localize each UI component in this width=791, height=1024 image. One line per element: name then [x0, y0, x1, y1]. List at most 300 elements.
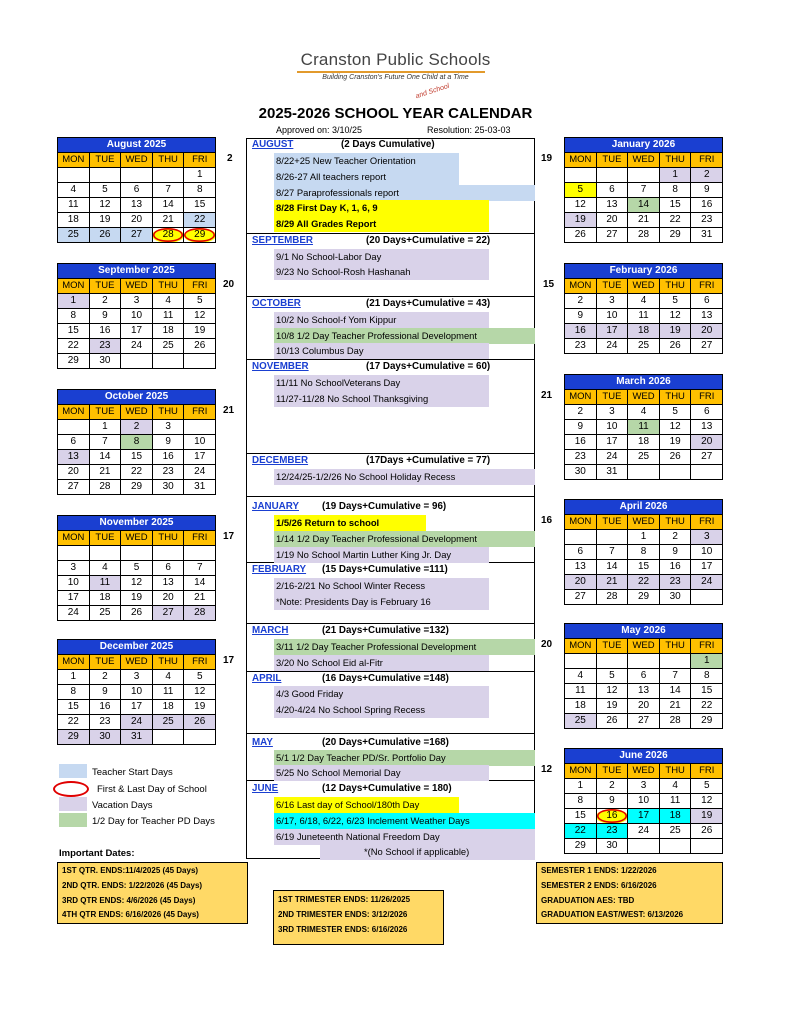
weekday-header: TUE	[596, 639, 628, 654]
calendar-day: 21	[659, 699, 691, 714]
event: 1/19 No School Martin Luther King Jr. Day	[274, 547, 489, 563]
calendar-day: 4	[659, 779, 691, 794]
calendar-day: 9	[565, 309, 597, 324]
calendar-day: 15	[58, 700, 90, 715]
calendar-day: 1	[58, 670, 90, 685]
weekday-header: MON	[565, 515, 597, 530]
event: 10/8 1/2 Day Teacher Professional Development	[274, 328, 535, 344]
legend-swatch-vacation	[59, 797, 87, 811]
event: 9/23 No School-Rosh Hashanah	[274, 264, 489, 280]
calendar-day: 16	[565, 435, 597, 450]
t1-end: 1ST TRIMESTER ENDS: 11/26/2025	[278, 895, 411, 904]
calendar-day: 17	[184, 450, 216, 465]
weekday-header: THU	[659, 390, 691, 405]
calendar-day: 15	[58, 324, 90, 339]
calendar-day: 25	[628, 339, 660, 354]
calendar-day: 19	[691, 809, 723, 824]
calendar-day: 12	[565, 198, 597, 213]
calendar-day: 16	[565, 324, 597, 339]
event: 5/25 No School Memorial Day	[274, 765, 489, 781]
calendar-day: 29	[628, 590, 660, 605]
calendar-day	[58, 546, 90, 561]
semester-dates-box	[536, 862, 723, 924]
school-days-count-sep: 20	[223, 279, 235, 290]
weekday-header: THU	[152, 655, 184, 670]
calendar-day: 16	[152, 450, 184, 465]
legend-first-last-day: First & Last Day of School	[97, 784, 207, 795]
calendar-day: 8	[58, 309, 90, 324]
schedule-header-september: SEPTEMBER (20 Days+Cumulative = 22)	[252, 235, 491, 246]
t3-end: 3RD TRIMESTER ENDS: 6/16/2026	[278, 925, 408, 934]
calendar-day: 29	[121, 480, 153, 495]
semester-2-end: SEMESTER 2 ENDS: 6/16/2026	[541, 881, 657, 890]
calendar-day: 4	[89, 561, 121, 576]
calendar-day: 5	[596, 669, 628, 684]
calendar-day	[152, 546, 184, 561]
calendar-day: 18	[152, 700, 184, 715]
school-days-count-nov: 17	[223, 531, 235, 542]
weekday-header: WED	[628, 764, 660, 779]
calendar-day: 14	[596, 560, 628, 575]
calendar-day: 3	[628, 779, 660, 794]
calendar-day: 1	[58, 294, 90, 309]
calendar-day: 20	[565, 575, 597, 590]
calendar-day: 16	[691, 198, 723, 213]
calendar-day: 7	[152, 183, 184, 198]
calendar-day: 15	[659, 198, 691, 213]
weekday-header: THU	[152, 153, 184, 168]
q1-end: 1ST QTR. ENDS:11/4/2025 (45 Days)	[62, 866, 199, 875]
weekday-header: TUE	[596, 764, 628, 779]
calendar-day: 8	[659, 183, 691, 198]
calendar-day: 20	[691, 324, 723, 339]
event: 11/11 No SchoolVeterans Day	[274, 375, 489, 391]
calendar-day	[628, 839, 660, 854]
calendar-day: 18	[628, 435, 660, 450]
schedule-header-march: MARCH (21 Days+Cumulative =132)	[252, 625, 449, 636]
calendar-day: 17	[121, 324, 153, 339]
calendar-day: 12	[659, 309, 691, 324]
calendar-day: 3	[596, 294, 628, 309]
calendar-feb	[564, 263, 723, 354]
calendar-day	[596, 530, 628, 545]
calendar-day: 31	[596, 465, 628, 480]
calendar-day: 28	[184, 606, 216, 621]
calendar-day: 29	[58, 354, 90, 369]
calendar-day: 20	[596, 213, 628, 228]
event: 2/16-2/21 No School Winter Recess	[274, 578, 489, 594]
calendar-day: 25	[58, 228, 90, 243]
calendar-day: 12	[89, 198, 121, 213]
calendar-day: 2	[89, 294, 121, 309]
calendar-day: 10	[121, 685, 153, 700]
calendar-day	[691, 839, 723, 854]
calendar-day: 23	[89, 339, 121, 354]
schedule-header-february: FEBRUARY (15 Days+Cumulative =111)	[252, 564, 448, 575]
legend-teacher-start: Teacher Start Days	[92, 767, 173, 778]
calendar-day: 5	[121, 561, 153, 576]
calendar-day: 27	[565, 590, 597, 605]
calendar-day: 21	[596, 575, 628, 590]
calendar-day: 8	[565, 794, 597, 809]
calendar-day: 27	[691, 450, 723, 465]
calendar-dec	[57, 639, 216, 745]
weekday-header: WED	[121, 279, 153, 294]
calendar-day	[565, 168, 597, 183]
calendar-day: 26	[691, 824, 723, 839]
calendar-day: 25	[565, 714, 597, 729]
calendar-day: 15	[121, 450, 153, 465]
event-last-day: 6/16 Last day of School/180th Day	[274, 797, 459, 813]
calendar-oct	[57, 389, 216, 495]
schedule-header-april: APRIL (16 Days+Cumulative =148)	[252, 673, 449, 684]
calendar-day: 21	[628, 213, 660, 228]
schedule-header-december: DECEMBER (17Days +Cumulative = 77)	[252, 455, 491, 466]
calendar-day: 22	[659, 213, 691, 228]
schedule-header-january: JANUARY (19 Days+Cumulative = 96)	[252, 501, 447, 512]
weekday-header: FRI	[691, 639, 723, 654]
calendar-day: 10	[628, 794, 660, 809]
weekday-header: THU	[152, 531, 184, 546]
calendar-day: 6	[691, 405, 723, 420]
calendar-day	[628, 168, 660, 183]
calendar-jun	[564, 748, 723, 854]
weekday-header: MON	[565, 639, 597, 654]
weekday-header: WED	[628, 279, 660, 294]
calendar-day: 1	[89, 420, 121, 435]
weekday-header: MON	[58, 531, 90, 546]
calendar-day: 26	[89, 228, 121, 243]
calendar-day: 5	[659, 294, 691, 309]
weekday-header: THU	[659, 279, 691, 294]
calendar-day: 20	[58, 465, 90, 480]
weekday-header: WED	[121, 531, 153, 546]
calendar-day: 19	[565, 213, 597, 228]
calendar-day: 10	[691, 545, 723, 560]
weekday-header: FRI	[184, 279, 216, 294]
calendar-day: 3	[152, 420, 184, 435]
calendar-day: 27	[596, 228, 628, 243]
legend-swatch-teacher-start	[59, 764, 87, 778]
calendar-day	[691, 465, 723, 480]
weekday-header: FRI	[691, 279, 723, 294]
calendar-day	[89, 546, 121, 561]
weekday-header: TUE	[596, 279, 628, 294]
calendar-day: 21	[152, 213, 184, 228]
calendar-month-title: January 2026	[565, 138, 723, 153]
calendar-day: 25	[89, 606, 121, 621]
logo-underline	[297, 71, 485, 73]
calendar-apr	[564, 499, 723, 605]
calendar-day: 2	[89, 670, 121, 685]
calendar-day: 7	[659, 669, 691, 684]
calendar-day: 18	[89, 591, 121, 606]
calendar-day: 6	[152, 561, 184, 576]
calendar-day: 30	[659, 590, 691, 605]
calendar-day	[121, 168, 153, 183]
calendar-day: 11	[628, 309, 660, 324]
calendar-day	[565, 654, 597, 669]
calendar-day: 22	[58, 715, 90, 730]
calendar-day: 26	[659, 339, 691, 354]
calendar-day: 17	[691, 560, 723, 575]
event: 3/11 1/2 Day Teacher Professional Development	[274, 639, 535, 655]
calendar-day: 7	[628, 183, 660, 198]
school-days-count-feb: 15	[543, 279, 555, 290]
calendar-day: 29	[565, 839, 597, 854]
calendar-jan	[564, 137, 723, 243]
weekday-header: WED	[121, 153, 153, 168]
calendar-day	[121, 354, 153, 369]
legend-pd: 1/2 Day for Teacher PD Days	[92, 816, 215, 827]
event: 1/14 1/2 Day Teacher Professional Development	[274, 531, 535, 547]
calendar-day	[152, 168, 184, 183]
weekday-header: WED	[628, 390, 660, 405]
calendar-day: 22	[565, 824, 597, 839]
calendar-day: 5	[691, 779, 723, 794]
calendar-day: 22	[121, 465, 153, 480]
calendar-day: 11	[565, 684, 597, 699]
calendar-month-title: October 2025	[58, 390, 216, 405]
q2-end: 2ND QTR. ENDS: 1/22/2026 (45 Days)	[62, 881, 203, 890]
calendar-day	[152, 354, 184, 369]
schedule-header-october: OCTOBER (21 Days+Cumulative = 43)	[252, 298, 491, 309]
calendar-day: 3	[121, 294, 153, 309]
page-title: 2025-2026 SCHOOL YEAR CALENDAR	[258, 105, 533, 122]
weekday-header: MON	[58, 405, 90, 420]
school-days-count-apr: 16	[541, 515, 553, 526]
semester-1-end: SEMESTER 1 ENDS: 1/22/2026	[541, 866, 657, 875]
legend-swatch-pd	[59, 813, 87, 827]
calendar-day: 13	[152, 576, 184, 591]
calendar-day: 27	[152, 606, 184, 621]
calendar-day: 23	[596, 824, 628, 839]
calendar-day: 28	[659, 714, 691, 729]
calendar-day: 2	[596, 779, 628, 794]
event: 12/24/25-1/2/26 No School Holiday Recess	[274, 469, 535, 485]
calendar-day: 14	[152, 198, 184, 213]
weekday-header: TUE	[596, 390, 628, 405]
calendar-day: 10	[596, 420, 628, 435]
calendar-day: 28	[628, 228, 660, 243]
calendar-day: 4	[628, 294, 660, 309]
calendar-month-title: April 2026	[565, 500, 723, 515]
calendar-day: 21	[184, 591, 216, 606]
calendar-day: 5	[89, 183, 121, 198]
calendar-day: 6	[596, 183, 628, 198]
calendar-day: 3	[691, 530, 723, 545]
district-logo-name: Cranston Public Schools	[300, 50, 491, 69]
schedule-header-november: NOVEMBER (17 Days+Cumulative = 60)	[252, 361, 491, 372]
calendar-sep	[57, 263, 216, 369]
event: 3/20 No School Eid al-Fitr	[274, 655, 489, 671]
calendar-day: 3	[121, 670, 153, 685]
calendar-day: 24	[121, 339, 153, 354]
calendar-day	[184, 546, 216, 561]
calendar-day: 22	[58, 339, 90, 354]
calendar-day: 3	[596, 405, 628, 420]
calendar-day: 23	[691, 213, 723, 228]
calendar-month-title: August 2025	[58, 138, 216, 153]
event: 8/22+25 New Teacher Orientation	[274, 153, 459, 169]
resolution-number: Resolution: 25-03-03	[427, 125, 511, 135]
calendar-day: 30	[596, 839, 628, 854]
schedule-header-june: JUNE (12 Days+Cumulative = 180)	[252, 783, 452, 794]
weekday-header: THU	[659, 515, 691, 530]
calendar-day: 30	[89, 730, 121, 745]
calendar-day: 23	[659, 575, 691, 590]
calendar-day: 12	[184, 309, 216, 324]
calendar-day: 30	[89, 354, 121, 369]
t2-end: 2ND TRIMESTER ENDS: 3/12/2026	[278, 910, 408, 919]
calendar-day: 8	[691, 669, 723, 684]
calendar-day: 13	[628, 684, 660, 699]
calendar-day: 4	[565, 669, 597, 684]
calendar-day	[659, 465, 691, 480]
weekday-header: WED	[121, 405, 153, 420]
weekday-header: FRI	[691, 153, 723, 168]
weekday-header: MON	[565, 764, 597, 779]
calendar-day: 6	[58, 435, 90, 450]
calendar-day	[628, 465, 660, 480]
event: 10/2 No School-f Yom Kippur	[274, 312, 489, 328]
calendar-day: 4	[152, 670, 184, 685]
calendar-day: 9	[659, 545, 691, 560]
calendar-day	[89, 168, 121, 183]
weekday-header: THU	[659, 639, 691, 654]
weekday-header: TUE	[89, 405, 121, 420]
calendar-day: 13	[58, 450, 90, 465]
calendar-day: 11	[58, 198, 90, 213]
calendar-day: 9	[89, 685, 121, 700]
calendar-day: 2	[121, 420, 153, 435]
quarter-dates-box	[57, 862, 248, 924]
calendar-day: 1	[659, 168, 691, 183]
calendar-day: 24	[596, 450, 628, 465]
calendar-day: 2	[691, 168, 723, 183]
weekday-header: FRI	[691, 390, 723, 405]
weekday-header: MON	[58, 153, 90, 168]
event: 9/1 No School-Labor Day	[274, 249, 489, 265]
calendar-day: 8	[121, 435, 153, 450]
graduation-aes: GRADUATION AES: TBD	[541, 896, 635, 905]
q4-end: 4TH QTR ENDS: 6/16/2026 (45 Days)	[62, 910, 199, 919]
schedule-header-may: MAY (20 Days+Cumulative =168)	[252, 737, 449, 748]
calendar-day	[121, 546, 153, 561]
calendar-day: 16	[89, 324, 121, 339]
calendar-day: 23	[89, 715, 121, 730]
weekday-header: FRI	[184, 531, 216, 546]
calendar-day: 5	[565, 183, 597, 198]
calendar-month-title: February 2026	[565, 264, 723, 279]
calendar-day	[596, 168, 628, 183]
weekday-header: MON	[58, 655, 90, 670]
weekday-header: TUE	[596, 515, 628, 530]
event: 5/1 1/2 Day Teacher PD/Sr. Portfolio Day	[274, 750, 535, 766]
calendar-day: 9	[89, 309, 121, 324]
school-days-count-may: 20	[541, 639, 553, 650]
event: 4/3 Good Friday	[274, 686, 489, 702]
weekday-header: MON	[58, 279, 90, 294]
calendar-day: 26	[596, 714, 628, 729]
calendar-day: 28	[89, 480, 121, 495]
calendar-day: 9	[152, 435, 184, 450]
weekday-header: FRI	[691, 764, 723, 779]
calendar-day: 12	[659, 420, 691, 435]
calendar-day: 14	[659, 684, 691, 699]
calendar-day: 15	[184, 198, 216, 213]
calendar-day: 16	[89, 700, 121, 715]
calendar-day: 13	[121, 198, 153, 213]
calendar-day: 24	[596, 339, 628, 354]
calendar-day	[152, 730, 184, 745]
calendar-day: 31	[691, 228, 723, 243]
calendar-day	[691, 590, 723, 605]
calendar-month-title: June 2026	[565, 749, 723, 764]
calendar-day: 26	[121, 606, 153, 621]
calendar-day: 18	[659, 809, 691, 824]
trimester-dates-box	[273, 890, 444, 945]
calendar-day: 19	[89, 213, 121, 228]
calendar-day: 20	[152, 591, 184, 606]
calendar-day: 9	[565, 420, 597, 435]
calendar-day: 14	[184, 576, 216, 591]
calendar-day: 27	[691, 339, 723, 354]
calendar-day: 28	[152, 228, 184, 243]
calendar-day	[184, 354, 216, 369]
calendar-day: 13	[691, 309, 723, 324]
calendar-day: 20	[691, 435, 723, 450]
calendar-day: 25	[152, 715, 184, 730]
calendar-day: 23	[565, 339, 597, 354]
calendar-day: 22	[691, 699, 723, 714]
school-days-count-jun: 12	[541, 764, 553, 775]
weekday-header: MON	[565, 390, 597, 405]
weekday-header: TUE	[89, 531, 121, 546]
calendar-day: 9	[596, 794, 628, 809]
calendar-day: 9	[691, 183, 723, 198]
weekday-header: FRI	[184, 405, 216, 420]
tagline-handwritten-addition: and School	[414, 82, 451, 101]
calendar-day: 19	[659, 324, 691, 339]
calendar-day: 25	[659, 824, 691, 839]
event: 8/26-27 All teachers report	[274, 169, 459, 185]
event-return-to-school: 1/5/26 Return to school	[274, 515, 426, 531]
calendar-day: 13	[565, 560, 597, 575]
calendar-day: 7	[184, 561, 216, 576]
calendar-day: 24	[691, 575, 723, 590]
weekday-header: WED	[628, 639, 660, 654]
calendar-day: 21	[89, 465, 121, 480]
calendar-day: 17	[596, 435, 628, 450]
calendar-day: 14	[89, 450, 121, 465]
calendar-month-title: May 2026	[565, 624, 723, 639]
calendar-day: 2	[565, 294, 597, 309]
calendar-day	[184, 730, 216, 745]
graduation-east-west: GRADUATION EAST/WEST: 6/13/2026	[541, 910, 684, 919]
calendar-may	[564, 623, 723, 729]
event: 6/19 Juneteenth National Freedom Day	[274, 829, 535, 845]
weekday-header: TUE	[89, 153, 121, 168]
legend-vacation: Vacation Days	[92, 800, 153, 811]
calendar-day: 1	[184, 168, 216, 183]
calendar-day: 5	[184, 294, 216, 309]
calendar-day: 22	[628, 575, 660, 590]
calendar-day: 12	[184, 685, 216, 700]
event: 8/27 Paraprofessionals report	[274, 185, 535, 201]
calendar-day: 2	[565, 405, 597, 420]
calendar-day: 10	[58, 576, 90, 591]
